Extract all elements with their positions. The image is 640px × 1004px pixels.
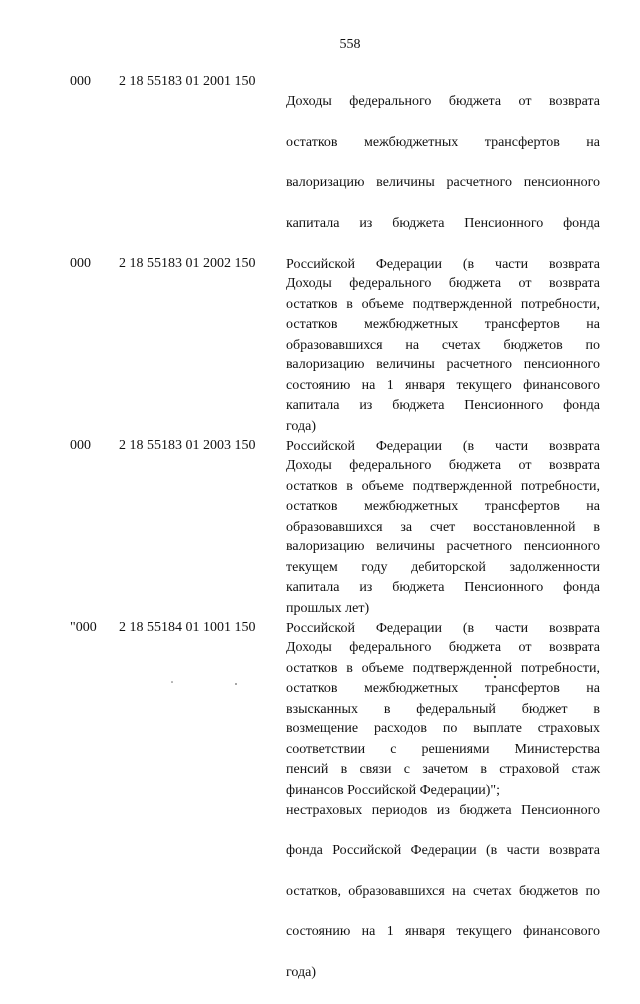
description-line: возмещение расходов по выплате страховых [286, 721, 600, 737]
description-line: прошлых лет) [286, 601, 370, 617]
description-line: Доходы федерального бюджета от возврата [286, 458, 600, 474]
description-line: нестраховых периодов из бюджета Пенсионного [286, 802, 600, 818]
description-line: года) [286, 419, 316, 435]
description-line: капитала из бюджета Пенсионного фонда [286, 398, 600, 414]
description-line: Доходы федерального бюджета от возврата [286, 94, 600, 110]
description-line: Российской Федерации (в части возврата [286, 438, 600, 454]
description-line: Доходы федерального бюджета от возврата [286, 640, 600, 656]
description-line: Доходы федерального бюджета от возврата [286, 276, 600, 292]
description-line: Российской Федерации (в части возврата [286, 256, 600, 272]
description-line: состоянию на 1 января текущего финансового [286, 378, 600, 394]
description-line: финансов Российской Федерации)"; [286, 783, 500, 799]
description-line: года) [286, 965, 316, 981]
code-table [0, 72, 640, 981]
description-line: взысканных в федеральный бюджет в [286, 701, 600, 717]
description-line: остатков межбюджетных трансфертов на [286, 316, 600, 332]
description-line: валоризацию величины расчетного пенсионного [286, 175, 600, 191]
description-line: состоянию на 1 января текущего финансового [286, 924, 600, 940]
description-line: остатков межбюджетных трансфертов на [286, 134, 600, 150]
description-line: остатков в объеме подтвержденной потребности, [286, 479, 600, 495]
description-line: пенсий в связи с зачетом в страховой стаж [286, 762, 600, 778]
description-line: капитала из бюджета Пенсионного фонда [286, 216, 600, 232]
description-line: остатков межбюджетных трансфертов на [286, 680, 600, 696]
description-line: остатков межбюджетных трансфертов на [286, 498, 600, 514]
admin-code: 000 [70, 438, 91, 453]
table-row [0, 618, 640, 981]
description-line: остатков в объеме подтвержденной потребности, [286, 661, 600, 677]
budget-code: 2 18 55183 01 2003 150 [119, 438, 256, 453]
description-line: текущем году дебиторской задолженности [286, 560, 600, 576]
page-number: 558 [339, 37, 361, 52]
admin-code: 000 [70, 74, 91, 89]
budget-code: 2 18 55183 01 2002 150 [119, 256, 256, 271]
budget-code: 2 18 55183 01 2001 150 [119, 74, 256, 89]
description-line: капитала из бюджета Пенсионного фонда [286, 580, 600, 596]
admin-code: "000 [70, 620, 97, 635]
description-line: образовавшихся за счет восстановленной в [286, 519, 600, 535]
budget-code: 2 18 55184 01 1001 150 [119, 620, 256, 635]
description-line: Российской Федерации (в части возврата [286, 620, 600, 636]
description-line: остатков, образовавшихся на счетах бюджетов по [286, 883, 600, 899]
description-line: фонда Российской Федерации (в части возврата [286, 843, 600, 859]
admin-code: 000 [70, 256, 91, 271]
description-line: валоризацию величины расчетного пенсионного [286, 539, 600, 555]
description-line: валоризацию величины расчетного пенсионного [286, 357, 600, 373]
description [286, 618, 600, 1004]
description-line: образовавшихся на счетах бюджетов по [286, 337, 600, 353]
description-line: соответствии с решениями Министерства [286, 742, 600, 758]
description-line: остатков в объеме подтвержденной потребности, [286, 297, 600, 313]
